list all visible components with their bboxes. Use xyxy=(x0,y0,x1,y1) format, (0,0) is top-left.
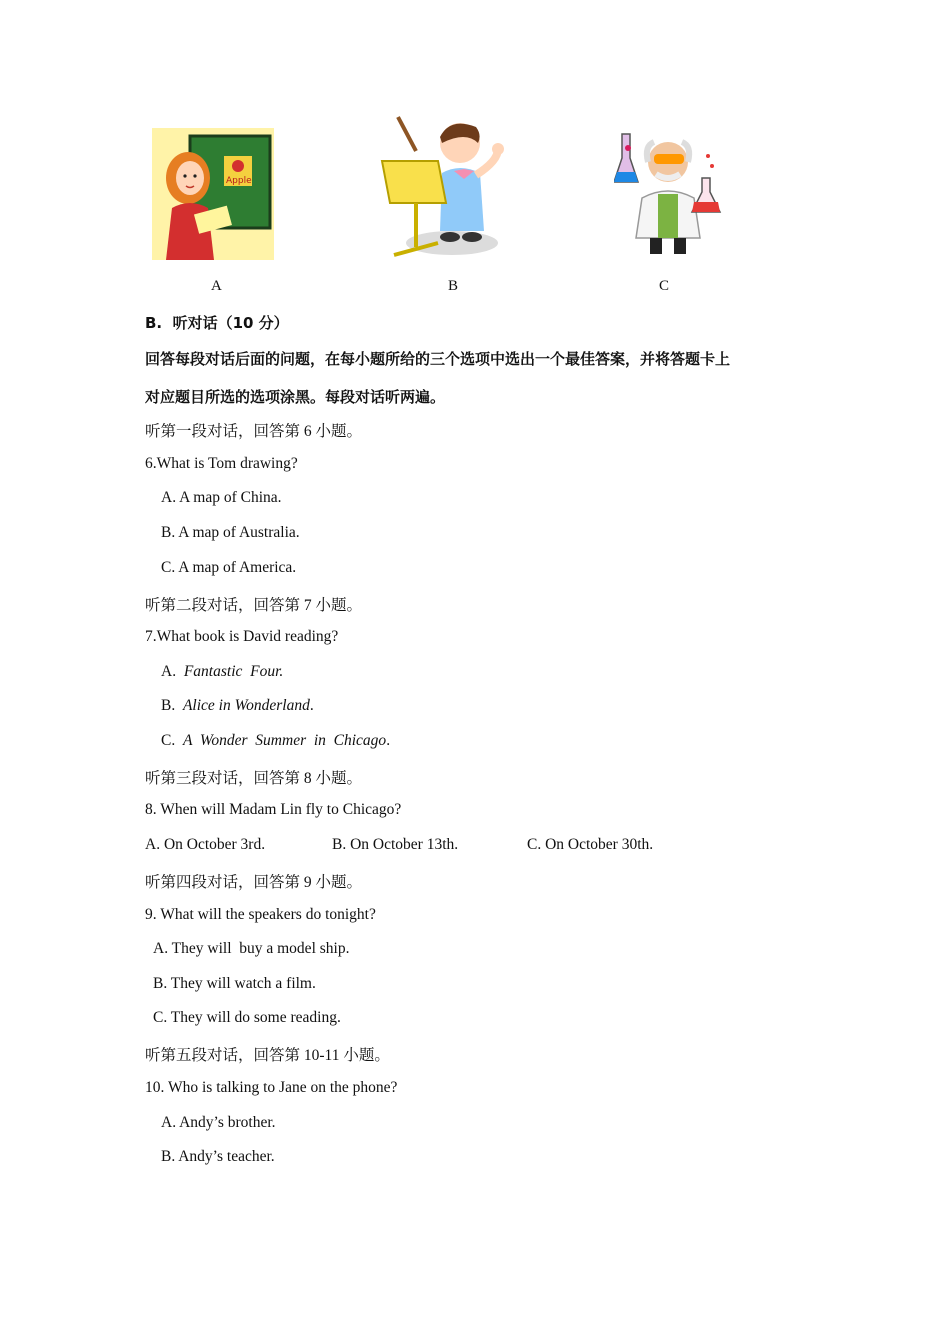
q10-question: 10. Who is talking to Jane on the phone? xyxy=(145,1079,398,1096)
q9-option-c: C. They will do some reading. xyxy=(153,1009,341,1026)
q7-option-c xyxy=(161,732,390,750)
q9-option-b: B. They will watch a film. xyxy=(153,975,316,992)
picture-b-label: B xyxy=(448,278,459,294)
q7-option-b-end: . xyxy=(309,697,314,714)
q7-option-b xyxy=(161,697,314,715)
q7-intro: 听第二段对话，回答第 7 小题。 xyxy=(145,597,363,614)
conductor-icon xyxy=(380,113,510,261)
board-text: Apple xyxy=(226,176,252,186)
q10-intro: 听第五段对话，回答第 10-11 小题。 xyxy=(145,1047,390,1064)
section-title: B. 听对话（10 分） xyxy=(145,314,289,332)
picture-c-label: C xyxy=(659,278,670,294)
q6-question: 6.What is Tom drawing? xyxy=(145,455,298,472)
q7-option-a-letter: A. xyxy=(161,663,177,680)
q7-option-c-end: . xyxy=(386,732,391,749)
q7-option-c-title: A Wonder Summer in Chicago xyxy=(182,732,387,749)
picture-a-label: A xyxy=(211,278,222,294)
section-instruction-line-1: 回答每段对话后面的问题，在每小题所给的三个选项中选出一个最佳答案，并将答题卡上 xyxy=(145,350,731,368)
q8-option-b: B. On October 13th. xyxy=(332,836,459,853)
section-instruction-line-2: 对应题目所选的选项涂黑。每段对话听两遍。 xyxy=(145,388,446,406)
q7-option-a xyxy=(161,663,283,681)
q7-question: 7.What book is David reading? xyxy=(145,628,339,645)
picture-a-teacher xyxy=(152,128,274,260)
q7-option-b-letter: B. xyxy=(161,697,176,714)
q8-intro: 听第三段对话，回答第 8 小题。 xyxy=(145,770,363,787)
q9-option-a: A. They will buy a model ship. xyxy=(153,940,350,957)
picture-b-conductor xyxy=(380,113,510,261)
q7-option-a-title: Fantastic Four. xyxy=(183,663,284,680)
scientist-icon xyxy=(614,128,724,260)
q8-option-c: C. On October 30th. xyxy=(527,836,654,853)
q6-option-c: C. A map of America. xyxy=(161,559,297,576)
q6-intro: 听第一段对话，回答第 6 小题。 xyxy=(145,423,363,440)
q6-option-a: A. A map of China. xyxy=(161,489,282,506)
q10-option-a: A. Andy’s brother. xyxy=(161,1114,276,1131)
q8-question: 8. When will Madam Lin fly to Chicago? xyxy=(145,801,402,818)
q7-option-b-title: Alice in Wonderland xyxy=(182,697,310,714)
q9-intro: 听第四段对话，回答第 9 小题。 xyxy=(145,874,363,891)
q9-question: 9. What will the speakers do tonight? xyxy=(145,906,376,923)
q7-option-c-letter: C. xyxy=(161,732,176,749)
picture-c-scientist xyxy=(614,128,724,260)
q6-option-b: B. A map of Australia. xyxy=(161,524,300,541)
q10-option-b: B. Andy’s teacher. xyxy=(161,1148,275,1165)
teacher-icon xyxy=(152,128,274,260)
q8-option-a: A. On October 3rd. xyxy=(145,836,266,853)
